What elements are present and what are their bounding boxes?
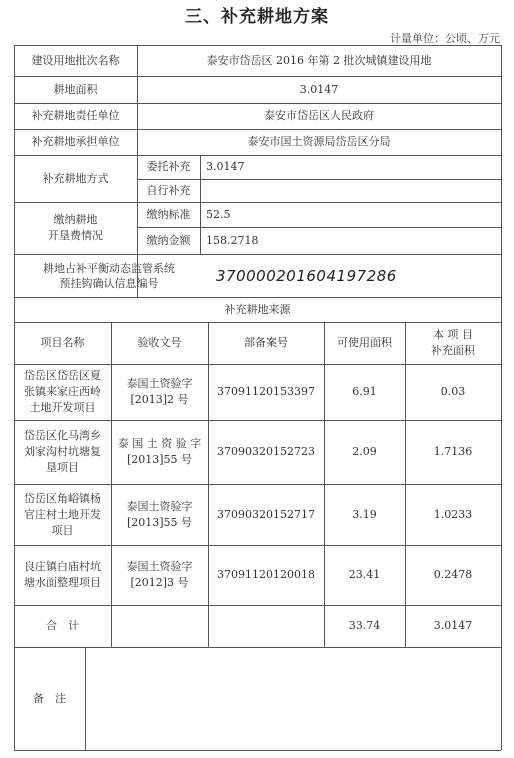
table-row-2-name: 岱岳区化马湾乡 刘家沟村坑塘复 垦项目 — [24, 429, 101, 474]
undertake-unit-value: 泰安市国土资源局岱岳区分局 — [247, 135, 391, 148]
resp-unit-value: 泰安市岱岳区人民政府 — [264, 109, 374, 122]
table-row-3-record: 37090320152717 — [217, 507, 315, 521]
table-row-3-usable: 3.19 — [352, 507, 377, 521]
resp-unit-label: 补充耕地责任单位 — [31, 109, 120, 122]
table-row-3-supplement: 1.0233 — [433, 507, 473, 521]
fee-label — [14, 202, 137, 254]
total-usable: 33.74 — [348, 619, 381, 632]
self-value — [200, 179, 501, 202]
source-section-title: 补充耕地来源 — [224, 302, 291, 316]
total-supplement: 3.0147 — [433, 619, 473, 632]
header-project-name: 项目名称 — [40, 336, 85, 349]
table-row-1-supplement: 0.03 — [440, 385, 466, 398]
table-row-1-name: 岱岳区岱岳区夏 张镇来家庄西岭 土地开发项目 — [24, 369, 101, 414]
self-label: 自行补充 — [146, 183, 191, 197]
table-row-1-usable: 6.91 — [352, 385, 377, 398]
project-name-value: 泰安市岱岳区 2016 年第 2 批次城镇建设用地 — [206, 53, 432, 67]
fee-standard-value: 52.5 — [206, 207, 231, 221]
system-label-line2: 预挂钩确认信息编号 — [59, 276, 159, 290]
table-row-4-doc: 泰国土资验字 [2012]3 号 — [126, 560, 193, 589]
project-name-label: 建设用地批次名称 — [31, 53, 120, 67]
total-label: 合 计 — [46, 619, 79, 632]
table-row-4-record: 37091120120018 — [217, 568, 315, 581]
fee-amount-value: 158.2718 — [206, 233, 259, 247]
table-row-3-doc: 泰国土资验字 [2013]55 号 — [126, 499, 193, 529]
table-row-4-usable: 23.41 — [348, 568, 381, 581]
header-acceptance-doc: 验收文号 — [137, 336, 182, 349]
undertake-unit-label: 补充耕地承担单位 — [31, 135, 120, 148]
fee-label-line2: 开垦费情况 — [48, 229, 103, 242]
handwritten-code: 370000201604197286 — [216, 266, 397, 285]
table-row-4-supplement: 0.2478 — [433, 568, 473, 581]
table-row-2-doc: 泰 国 土 资 验 字 [2013]55 号 — [117, 437, 202, 466]
system-label-line1: 耕地占补平衡动态监管系统 — [43, 261, 175, 275]
method-label: 补充耕地方式 — [42, 171, 109, 185]
system-label — [14, 254, 204, 297]
remarks-label: 备 注 — [33, 691, 66, 705]
table-row-2-supplement: 1.7136 — [433, 445, 473, 458]
remarks-value — [85, 647, 501, 750]
table-row-2-usable: 2.09 — [352, 445, 377, 458]
entrust-value: 3.0147 — [206, 160, 245, 173]
table-row-4-name: 良庄镇白庙村坑 塘水面整理项目 — [24, 560, 101, 589]
page-title: 三、补充耕地方案 — [185, 7, 329, 27]
table-row-3-name: 岱岳区角峪镇杨 官庄村土地开发 项目 — [24, 491, 101, 537]
header-record-no: 部备案号 — [244, 336, 288, 349]
fee-standard-label: 缴纳标准 — [146, 207, 191, 221]
table-row-1-record: 37091120153397 — [217, 385, 315, 398]
header-usable-area: 可使用面积 — [337, 336, 392, 349]
farmland-area-label: 耕地面积 — [53, 82, 98, 96]
table-row-2-record: 37090320152723 — [217, 445, 315, 458]
farmland-area-value: 3.0147 — [299, 82, 339, 96]
unit-note: 计量单位：公顷、万元 — [390, 32, 500, 45]
fee-amount-label: 缴纳金额 — [146, 233, 191, 247]
table-row-1-doc: 泰国土资验字 [2013]2 号 — [126, 377, 193, 406]
header-supplement-area: 本 项 目 补充面积 — [431, 328, 475, 357]
fee-label-line1: 缴纳耕地 — [53, 213, 98, 226]
entrust-label: 委托补充 — [146, 160, 191, 173]
